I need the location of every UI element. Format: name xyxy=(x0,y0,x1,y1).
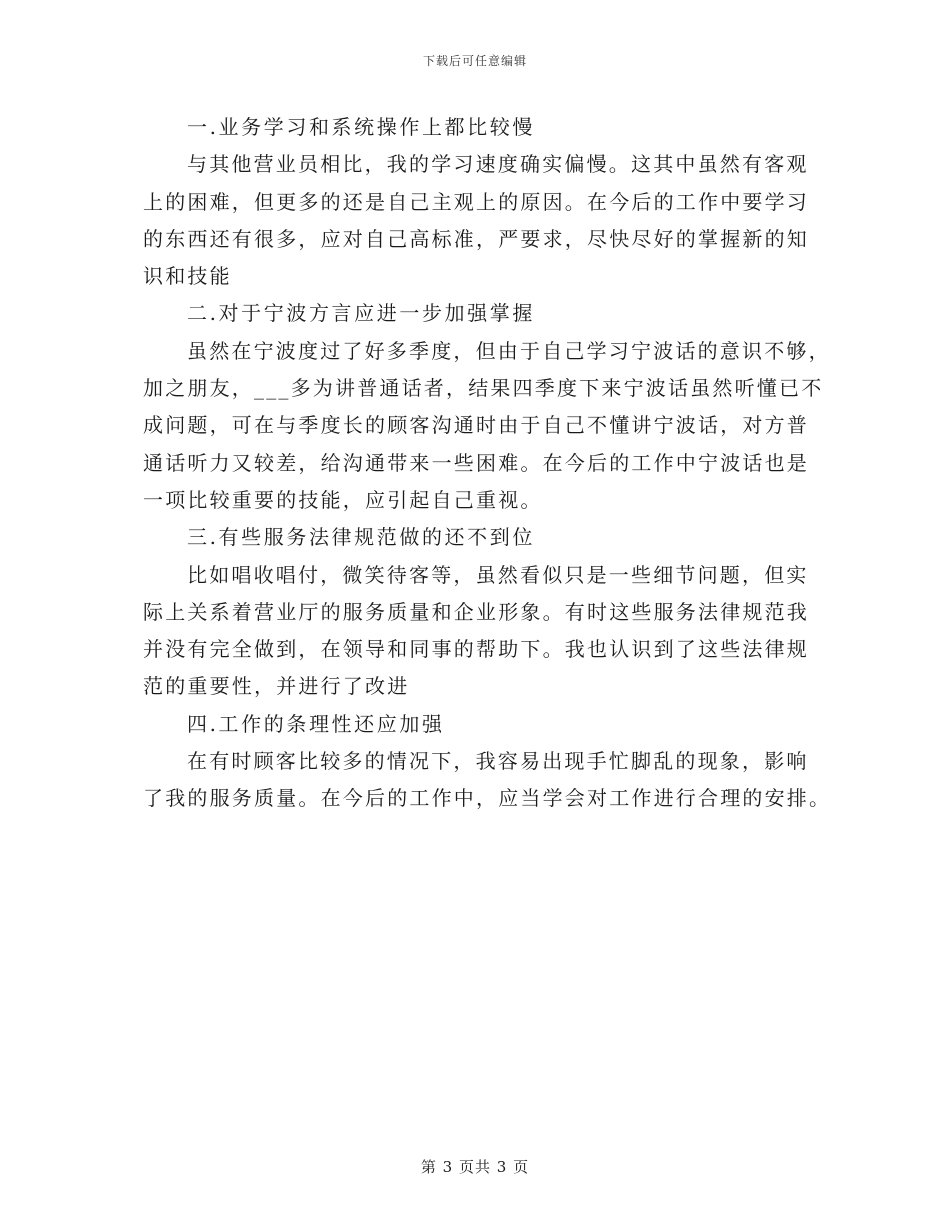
paragraph-line: 虽然在宁波度过了好多季度，但由于自己学习宁波话的意识不够， xyxy=(187,338,831,363)
paragraph-line: 范的重要性，并进行了改进 xyxy=(143,674,410,699)
paragraph-line: 在有时顾客比较多的情况下，我容易出现手忙脚乱的现象，影响 xyxy=(187,749,809,774)
paragraph-line: 成问题，可在与季度长的顾客沟通时由于自己不懂讲宁波话，对方普 xyxy=(143,413,809,438)
paragraph-line: 识和技能 xyxy=(143,264,232,289)
paragraph-line: 比如唱收唱付，微笑待客等，虽然看似只是一些细节问题，但实 xyxy=(187,562,809,587)
paragraph-line: 一项比较重要的技能，应引起自己重视。 xyxy=(143,487,543,512)
page-header: 下载后可任意编辑 xyxy=(422,54,527,68)
paragraph-line: 上的困难，但更多的还是自己主观上的原因。在今后的工作中要学习 xyxy=(143,189,809,214)
section-heading-4: 四.工作的条理性还应加强 xyxy=(187,711,445,736)
paragraph-line: 加之朋友，___多为讲普通话者，结果四季度下来宁波话虽然听懂已不 xyxy=(143,376,824,401)
paragraph-line: 与其他营业员相比，我的学习速度确实偏慢。这其中虽然有客观 xyxy=(187,152,809,177)
paragraph-line: 际上关系着营业厅的服务质量和企业形象。有时这些服务法律规范我 xyxy=(143,599,809,624)
paragraph-line: 并没有完全做到，在领导和同事的帮助下。我也认识到了这些法律规 xyxy=(143,637,809,662)
section-heading-3: 三.有些服务法律规范做的还不到位 xyxy=(187,525,535,550)
paragraph-line: 的东西还有很多，应对自己高标准，严要求，尽快尽好的掌握新的知 xyxy=(143,226,809,251)
page-footer: 第 3 页共 3 页 xyxy=(420,1158,530,1176)
section-heading-1: 一.业务学习和系统操作上都比较慢 xyxy=(187,115,535,139)
paragraph-line: 通话听力又较差，给沟通带来一些困难。在今后的工作中宁波话也是 xyxy=(143,450,809,475)
paragraph-line: 了我的服务质量。在今后的工作中，应当学会对工作进行合理的安排。 xyxy=(143,786,832,811)
section-heading-2: 二.对于宁波方言应进一步加强掌握 xyxy=(187,301,535,326)
document-body xyxy=(143,109,832,818)
